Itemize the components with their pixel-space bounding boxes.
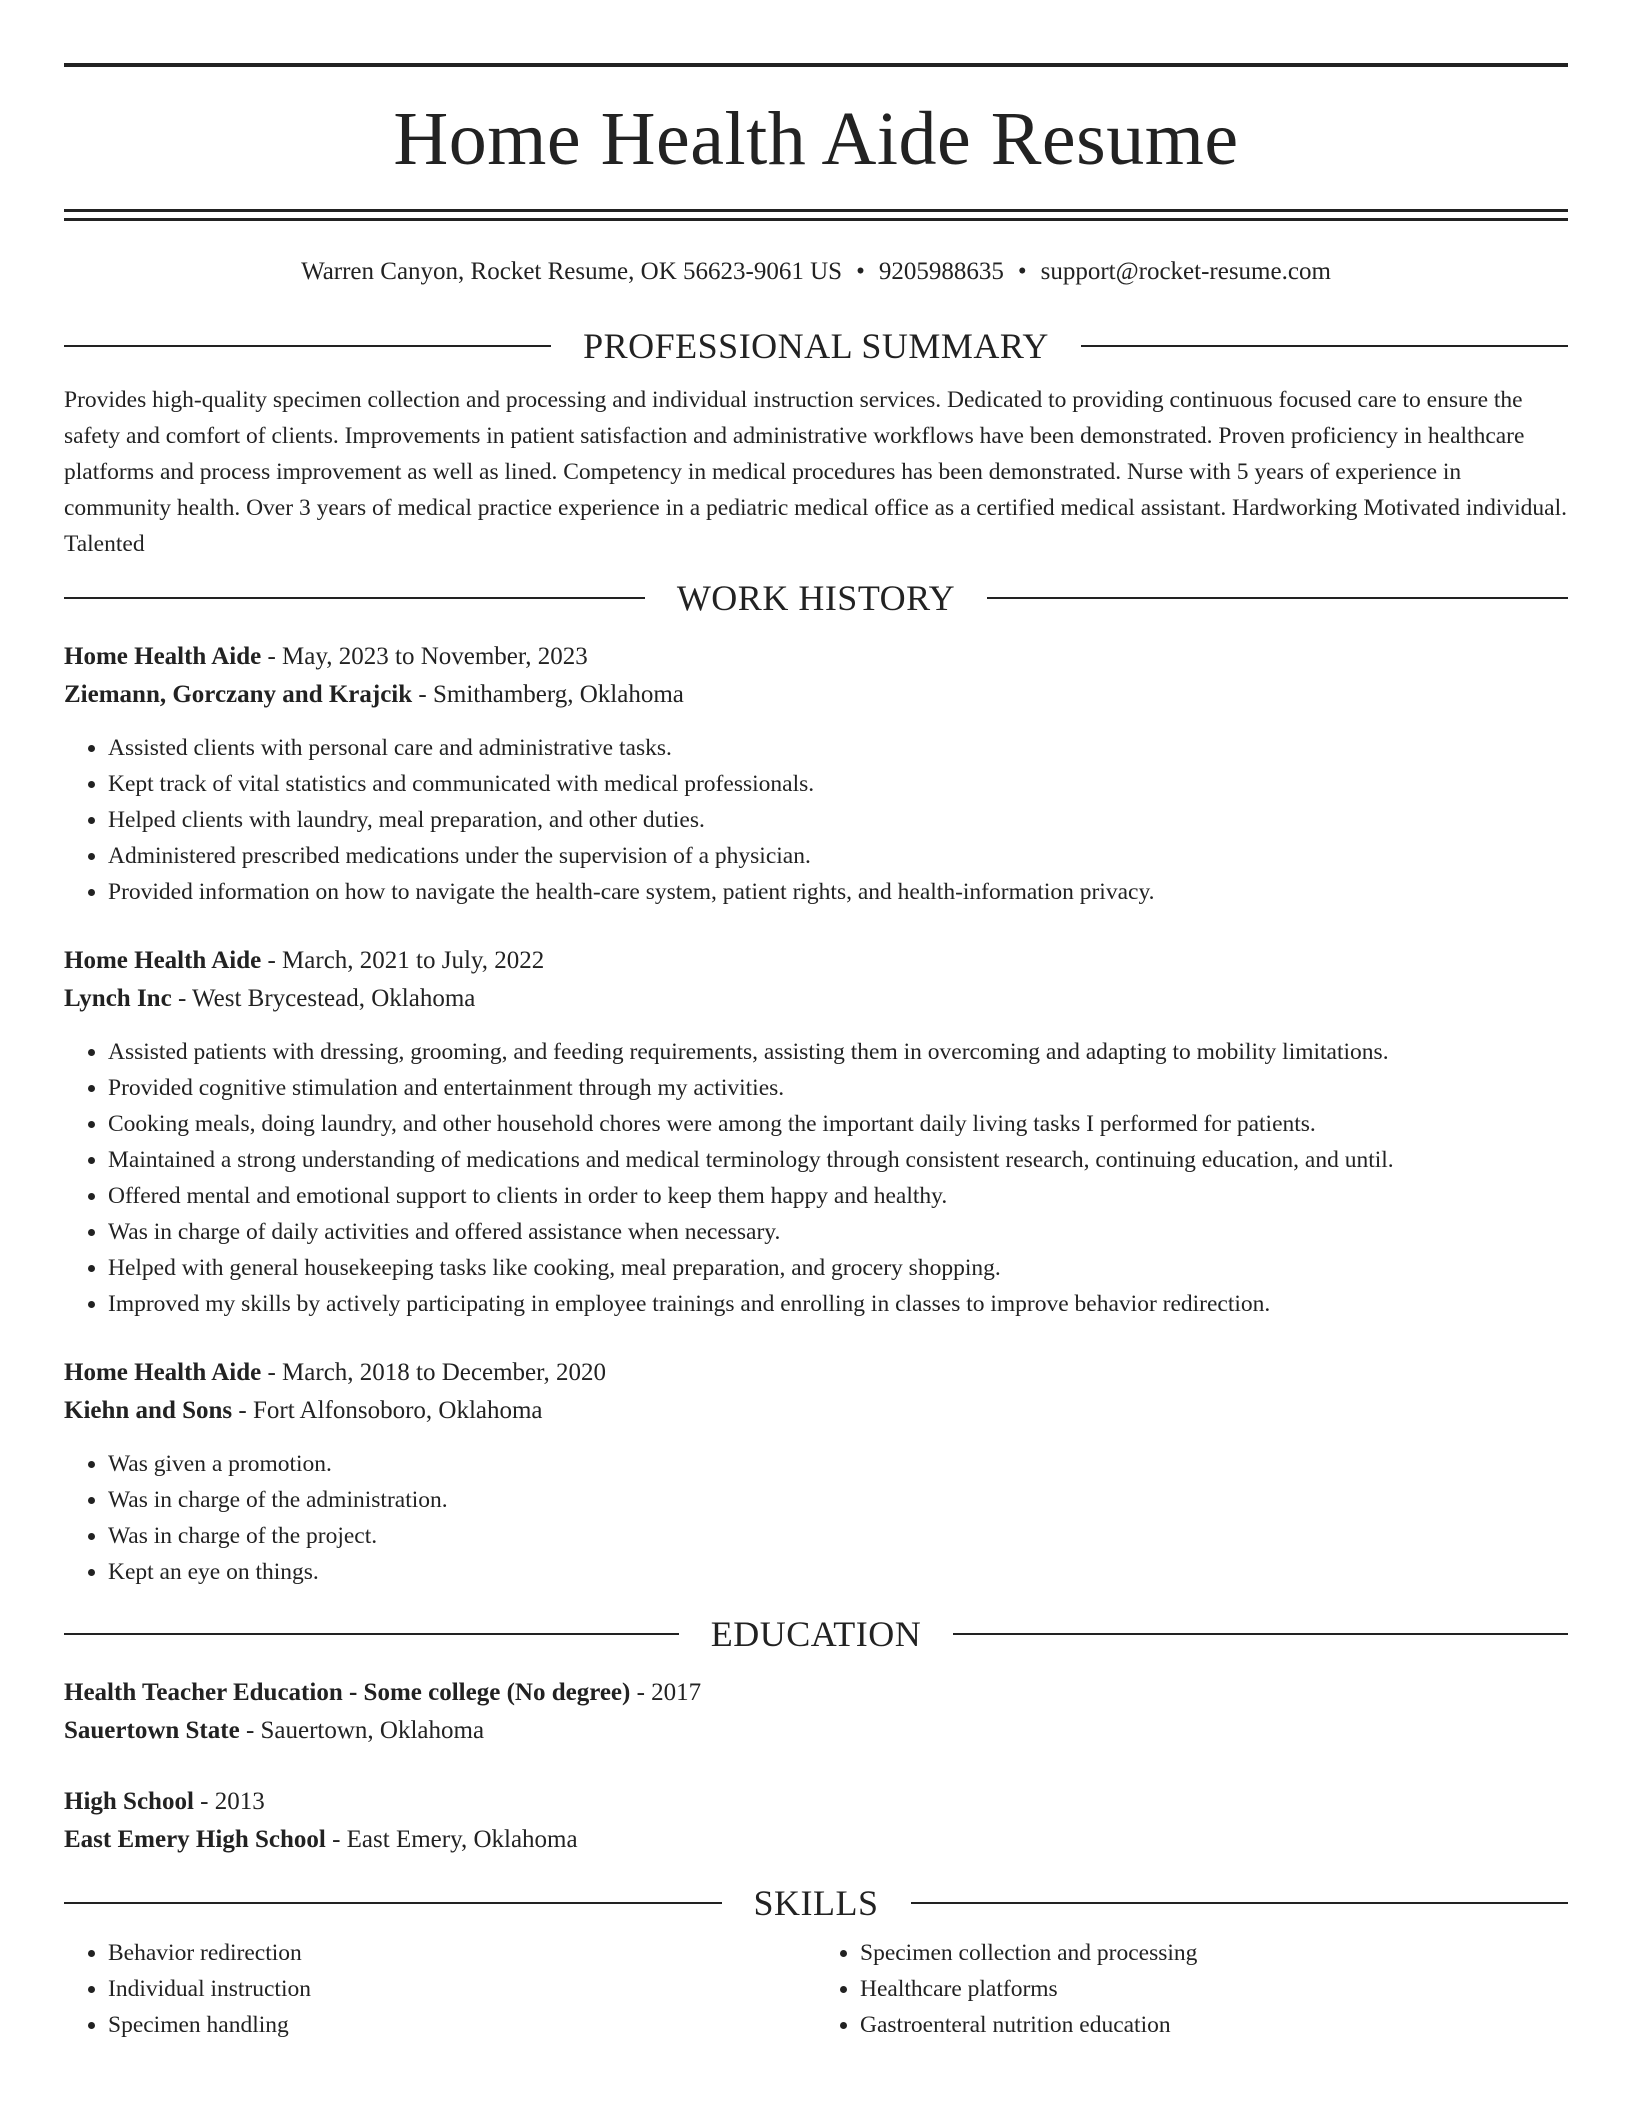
job-title: Home Health Aide [64,643,262,670]
job-entry [64,638,1568,910]
job-company: Kiehn and Sons [64,1397,233,1424]
heading-rule [1081,345,1568,347]
list-item: • Administered prescribed medications under the supervision of a physician. [108,838,1568,874]
job-title-line [64,1354,1568,1392]
list-item: • Helped with general housekeeping tasks like cooking, meal preparation, and grocery shopping. [108,1250,1568,1286]
heading-rule [64,1633,679,1635]
contact-email: support@rocket-resume.com [1040,258,1331,285]
job-title-line [64,942,1568,980]
school-name: Sauertown State [64,1717,240,1744]
education-entry [64,1783,1568,1859]
heading-rule [64,345,551,347]
school-line [64,1712,1568,1750]
contact-separator: • [1017,258,1027,285]
job-title: Home Health Aide [64,947,262,974]
job-entry [64,1354,1568,1590]
degree-line [64,1674,1568,1712]
heading-rule [64,1902,722,1904]
school-location: - East Emery, Oklahoma [325,1826,578,1853]
list-item: • Offered mental and emotional support to clients in order to keep them happy and healthy. [108,1178,1568,1214]
job-company: Ziemann, Gorczany and Krajcik [64,681,413,708]
job-company-line [64,980,1568,1018]
summary-paragraph: Provides high-quality specimen collection and processing and individual instruction services. Dedicated to providing continuous focused care to ensure the safety and comfort of clients. Improvements in patient satisfaction and administrative workflows have been demonstrated. Proven proficiency in healthcare platforms and process improvement as well as lined. Competency in medical procedures has been demonstrated. Nurse with 5 years of experience in community health. Over 3 years of medical practice experience in a pediatric medical office as a certified medical assistant. Hardworking Motivated individual. Talented [64,387,1567,557]
list-item: • Improved my skills by actively participating in employee trainings and enrolling in classes to improve behavior redirection. [108,1286,1568,1322]
heading-rule [987,597,1568,599]
skill-item: • Gastroenteral nutrition education [860,2007,1568,2043]
list-item: • Was in charge of the administration. [108,1482,1568,1518]
contact-phone: 9205988635 [878,258,1004,285]
section-title: SKILLS [753,1883,879,1923]
skill-item: • Individual instruction [108,1971,816,2007]
job-dates: - March, 2021 to July, 2022 [261,947,545,974]
section-heading-work-history [64,576,1568,620]
job-bullets [64,1446,1568,1590]
list-item: • Assisted clients with personal care and administrative tasks. [108,730,1568,766]
job-title-line [64,638,1568,676]
job-company: Lynch Inc [64,985,172,1012]
skills-list-right [816,1935,1568,2043]
list-item: • Kept an eye on things. [108,1554,1568,1590]
skill-item: • Specimen handling [108,2007,816,2043]
heading-rule [953,1633,1568,1635]
school-line [64,1821,1568,1859]
school-location: - Sauertown, Oklahoma [239,1717,485,1744]
heading-rule [911,1902,1569,1904]
contact-line [64,259,1568,284]
list-item: • Was in charge of daily activities and offered assistance when necessary. [108,1214,1568,1250]
job-company-line [64,676,1568,714]
job-location: - Fort Alfonsoboro, Oklahoma [232,1397,543,1424]
heading-rule [64,597,645,599]
list-item: • Maintained a strong understanding of medications and medical terminology through consistent research, continuing education, and until. [108,1142,1568,1178]
list-item: • Helped clients with laundry, meal preparation, and other duties. [108,802,1568,838]
top-rule [64,63,1568,67]
degree-line [64,1783,1568,1821]
education-entry [64,1674,1568,1750]
section-heading-summary [64,324,1568,368]
skills-columns [64,1935,1568,2043]
list-item: • Was in charge of the project. [108,1518,1568,1554]
list-item: • Provided cognitive stimulation and entertainment through my activities. [108,1070,1568,1106]
section-heading-education [64,1612,1568,1656]
list-item: • Was given a promotion. [108,1446,1568,1482]
degree-name: High School [64,1788,194,1815]
section-title: EDUCATION [710,1614,922,1654]
skill-item: • Healthcare platforms [860,1971,1568,2007]
contact-separator: • [856,258,865,285]
degree-year: - 2013 [193,1788,265,1815]
degree-name: Health Teacher Education - Some college (No degree) [64,1679,631,1706]
resume-title: Home Health Aide Resume [393,97,1239,181]
degree-year: - 2017 [630,1679,702,1706]
job-entry [64,942,1568,1322]
section-title: PROFESSIONAL SUMMARY [583,326,1049,366]
skill-item: • Specimen collection and processing [860,1935,1568,1971]
list-item: • Assisted patients with dressing, grooming, and feeding requirements, assisting them in overcoming and adapting to mobility limitations. [108,1034,1568,1070]
section-heading-skills [64,1881,1568,1925]
job-location: - West Brycestead, Oklahoma [171,985,476,1012]
list-item: • Kept track of vital statistics and communicated with medical professionals. [108,766,1568,802]
job-bullets [64,1034,1568,1322]
skills-list-left [64,1935,816,2043]
job-bullets [64,730,1568,910]
job-company-line [64,1392,1568,1430]
school-name: East Emery High School [64,1826,326,1853]
job-title: Home Health Aide [64,1359,262,1386]
job-dates: - March, 2018 to December, 2020 [261,1359,606,1386]
section-title: WORK HISTORY [676,578,956,618]
job-location: - Smithamberg, Oklahoma [412,681,684,708]
title-double-rule [64,209,1568,221]
list-item: • Cooking meals, doing laundry, and other household chores were among the important daily living tasks I performed for patients. [108,1106,1568,1142]
list-item: • Provided information on how to navigate the health-care system, patient rights, and health-information privacy. [108,874,1568,910]
job-dates: - May, 2023 to November, 2023 [261,643,588,670]
skill-item: • Behavior redirection [108,1935,816,1971]
contact-address: Warren Canyon, Rocket Resume, OK 56623-9061 US [301,258,843,285]
